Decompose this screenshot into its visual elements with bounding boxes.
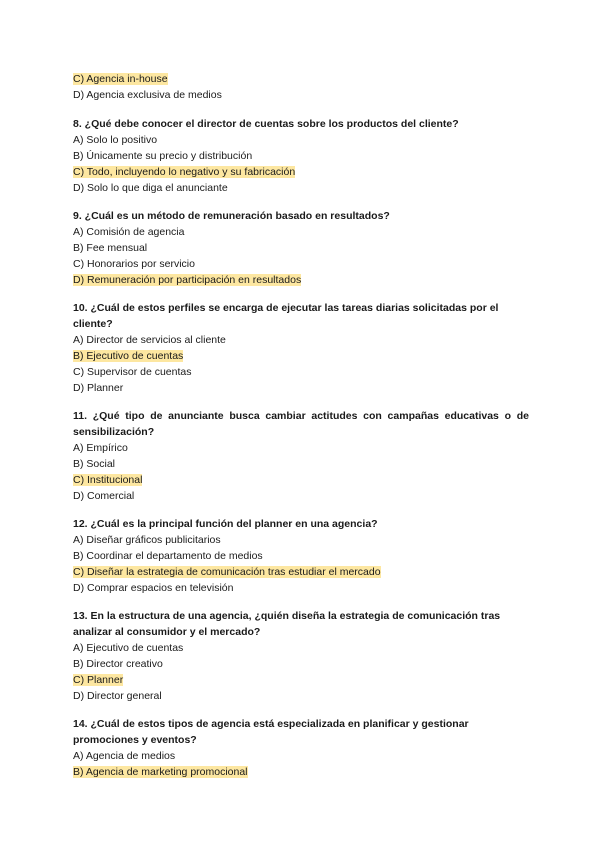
option xyxy=(73,764,529,780)
option-text: B) Coordinar el departamento de medios xyxy=(73,550,263,562)
option-text: C) Supervisor de cuentas xyxy=(73,366,192,378)
option-text: A) Diseñar gráficos publicitarios xyxy=(73,534,221,546)
option xyxy=(73,364,529,380)
option-text: A) Comisión de agencia xyxy=(73,226,185,238)
option-text: D) Comercial xyxy=(73,490,135,502)
option xyxy=(73,748,529,764)
question-11 xyxy=(73,408,529,504)
option xyxy=(73,348,529,364)
question-title: 14. ¿Cuál de estos tipos de agencia está especializada en planificar y gestionar promociones y eventos? xyxy=(73,718,469,746)
option-text: C) Honorarios por servicio xyxy=(73,258,195,270)
option xyxy=(73,640,529,656)
option-text: A) Agencia de medios xyxy=(73,750,176,762)
option xyxy=(73,672,529,688)
option xyxy=(73,580,529,596)
question-13 xyxy=(73,608,529,704)
option xyxy=(73,472,529,488)
option xyxy=(73,164,529,180)
option xyxy=(73,488,529,504)
option-text-highlighted: C) Todo, incluyendo lo negativo y su fabricación xyxy=(73,166,296,178)
option xyxy=(73,656,529,672)
option-text-highlighted: C) Diseñar la estrategia de comunicación tras estudiar el mercado xyxy=(73,566,381,578)
option xyxy=(73,380,529,396)
option xyxy=(73,180,529,196)
option xyxy=(73,564,529,580)
option-text: D) Comprar espacios en televisión xyxy=(73,582,234,594)
option xyxy=(73,132,529,148)
option xyxy=(73,688,529,704)
question-9 xyxy=(73,208,529,288)
option-text: D) Solo lo que diga el anunciante xyxy=(73,182,228,194)
option xyxy=(73,456,529,472)
question-title: 9. ¿Cuál es un método de remuneración basado en resultados? xyxy=(73,210,390,222)
option-text: D) Agencia exclusiva de medios xyxy=(73,89,222,101)
option-text: D) Director general xyxy=(73,690,162,702)
option-text-highlighted: D) Remuneración por participación en resultados xyxy=(73,274,302,286)
question-title: 8. ¿Qué debe conocer el director de cuentas sobre los productos del cliente? xyxy=(73,118,459,130)
question-title: 12. ¿Cuál es la principal función del planner en una agencia? xyxy=(73,518,378,530)
option-text-highlighted: C) Planner xyxy=(73,674,124,686)
option xyxy=(73,256,529,272)
option-text-highlighted: C) Agencia in-house xyxy=(73,73,168,85)
option xyxy=(73,240,529,256)
question-8 xyxy=(73,116,529,196)
option-text-highlighted: B) Agencia de marketing promocional xyxy=(73,766,248,778)
option-text-highlighted: B) Ejecutivo de cuentas xyxy=(73,350,184,362)
option-text: A) Empírico xyxy=(73,442,128,454)
option xyxy=(73,332,529,348)
option-text: A) Ejecutivo de cuentas xyxy=(73,642,184,654)
option xyxy=(73,87,529,103)
option-text: B) Director creativo xyxy=(73,658,163,670)
question-title: 13. En la estructura de una agencia, ¿quién diseña la estrategia de comunicación tras analizar al consumidor y el mercado? xyxy=(73,610,501,638)
question-10 xyxy=(73,300,529,396)
option xyxy=(73,224,529,240)
question-14 xyxy=(73,716,529,780)
option-text: B) Únicamente su precio y distribución xyxy=(73,150,253,162)
option xyxy=(73,272,529,288)
option-text: B) Fee mensual xyxy=(73,242,148,254)
option-text: B) Social xyxy=(73,458,116,470)
question-title: 10. ¿Cuál de estos perfiles se encarga de ejecutar las tareas diarias solicitadas por el cliente? xyxy=(73,302,499,330)
option-text: A) Director de servicios al cliente xyxy=(73,334,226,346)
option-text: D) Planner xyxy=(73,382,124,394)
quiz-content xyxy=(73,71,529,780)
question-12 xyxy=(73,516,529,596)
option xyxy=(73,548,529,564)
question-7-continued xyxy=(73,71,529,103)
option-text-highlighted: C) Institucional xyxy=(73,474,143,486)
option xyxy=(73,440,529,456)
option xyxy=(73,532,529,548)
option xyxy=(73,148,529,164)
option-text: A) Solo lo positivo xyxy=(73,134,158,146)
question-title: 11. ¿Qué tipo de anunciante busca cambiar actitudes con campañas educativas o de sensibilización? xyxy=(73,410,529,438)
option xyxy=(73,71,529,87)
